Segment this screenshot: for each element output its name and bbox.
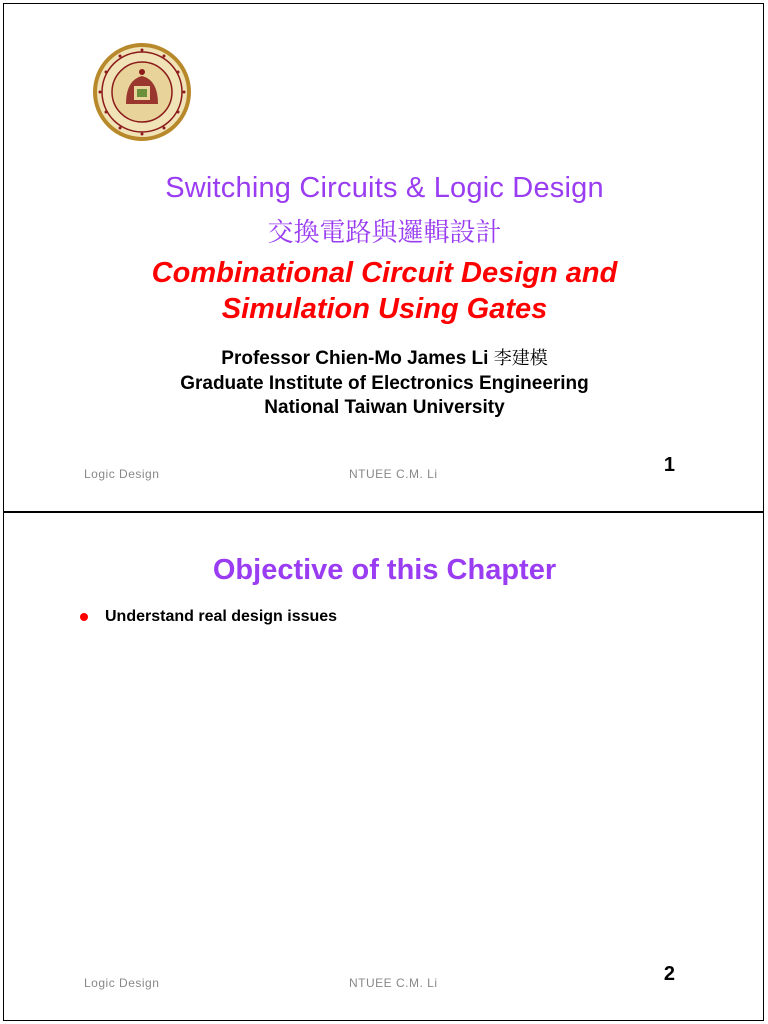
institute-name: Graduate Institute of Electronics Engineering [180, 373, 589, 394]
footer-author: NTUEE C.M. Li [349, 976, 438, 990]
bullet-dot-icon [80, 613, 88, 621]
slide-2 [3, 512, 764, 1021]
footer-course: Logic Design [84, 976, 160, 990]
footer-course: Logic Design [84, 467, 160, 481]
university-seal-icon [92, 42, 192, 142]
page-number: 2 [663, 963, 675, 985]
university-name: National Taiwan University [264, 397, 505, 418]
slide-1 [3, 3, 764, 512]
author-name-chinese: 李建模 [493, 348, 548, 369]
slide-title-chinese: 交換電路與邏輯設計 [267, 218, 502, 248]
bullet-item [80, 608, 337, 626]
slide-subtitle-line1: Combinational Circuit Design and [151, 257, 618, 289]
page-number: 1 [663, 454, 675, 476]
author-name: Professor Chien-Mo James Li [221, 348, 489, 369]
author-line [4, 344, 765, 370]
slide-subtitle-line2: Simulation Using Gates [221, 293, 548, 325]
footer-author: NTUEE C.M. Li [349, 467, 438, 481]
slide-title: Objective of this Chapter [212, 554, 557, 586]
slide-title: Switching Circuits & Logic Design [165, 172, 604, 204]
bullet-text: Understand real design issues [105, 608, 338, 625]
